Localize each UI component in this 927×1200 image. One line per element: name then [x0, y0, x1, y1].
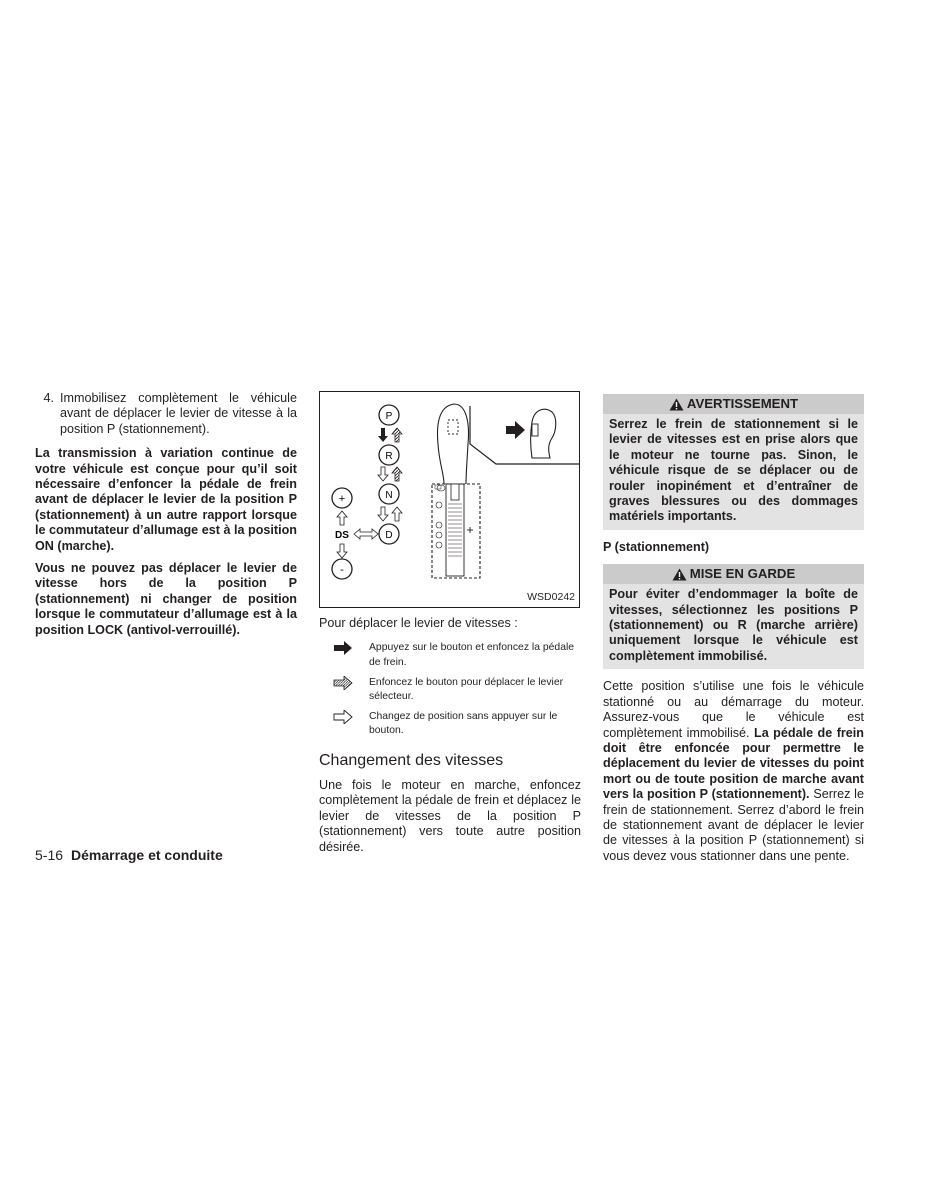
shift-lever-diagram: [320, 392, 579, 607]
hatched-up-arrow-icon: [392, 428, 402, 442]
hatched-up-arrow-icon: [392, 467, 402, 481]
solid-right-arrow-icon: [506, 421, 525, 439]
position-d-label: D: [385, 530, 393, 541]
outline-up-arrow-icon: [392, 507, 402, 521]
button-detail-illustration: [470, 406, 579, 464]
manual-plus-circle: [332, 488, 352, 508]
shift-knob-illustration: [432, 404, 480, 578]
solid-arrow-icon: [319, 641, 369, 657]
figure-caption: Pour déplacer le levier de vitesses :: [319, 616, 518, 630]
brake-requirement-paragraph: La transmission à variation continue de votre véhicule est conçue pour qu’il soit nécessaire d’enfoncer la pédale de frein avant de déplacer le levier de la position P (stationnement) à un autre rapport lorsque le commutateur d’allumage est à la position ON (marche).: [35, 446, 297, 553]
outline-down-arrow-icon: [337, 544, 347, 558]
lock-position-paragraph: Vous ne pouvez pas déplacer le levier de vitesse hors de la position P (stationnement) ni changer de position lorsque le commutateur d’allumage est à la position LOCK (antivol-verrouillé).: [35, 561, 297, 637]
park-paragraph-part1: Cette position s’utilise une fois le véhicule stationné ou au démarrage du moteur. Assurez-vous que le véhicule est complètement immobilisé.: [603, 679, 864, 740]
section-heading: Changement des vitesses: [319, 751, 504, 769]
warning-title: AVERTISSEMENT: [686, 396, 799, 411]
list-number: 4.: [43, 391, 54, 405]
position-r-label: R: [385, 451, 393, 462]
page-footer: [35, 846, 223, 864]
legend-text: Enfoncez le bouton pour déplacer le levier sélecteur.: [369, 676, 564, 703]
warning-header: [603, 394, 864, 414]
double-arrow-icon: [354, 529, 378, 539]
position-p-label: P: [385, 411, 393, 422]
caution-header: [603, 564, 864, 584]
position-r-circle: [379, 445, 399, 465]
caution-text: Pour éviter d’endommager la boîte de vitesses, sélectionnez les positions P (stationnement) ou R (marche arrière) uniquement lorsque le véhicule est complètement immobilisé.: [609, 587, 858, 663]
park-paragraph-bold: La pédale de frein doit être enfoncée pour permettre le déplacement du levier de vitesses du point mort ou de toute position de marche avant vers la position P (stationnement).: [603, 725, 864, 802]
legend-item: [319, 676, 581, 705]
legend-item: [319, 641, 581, 670]
position-n-circle: [379, 484, 399, 504]
position-d-circle: [379, 524, 399, 544]
left-column: [35, 391, 297, 645]
warning-box: [603, 394, 864, 530]
legend-text: Appuyez sur le bouton et enfoncez la pédale de frein.: [369, 642, 575, 668]
solid-down-arrow-icon: [378, 428, 388, 442]
outline-down-arrow-icon: [378, 507, 388, 521]
warning-text: Serrez le frein de stationnement si le levier de vitesses est en prise alors que le moteur ne tourne pas. Sinon, le véhicule risque de se déplacer ou de rouler inopinément et d’entraîner de graves blessures ou des dommages matériels importants.: [609, 417, 858, 524]
right-column: [603, 394, 864, 864]
middle-column: [319, 391, 581, 855]
minus-label: -: [340, 564, 344, 576]
legend-item: [319, 710, 581, 739]
caution-box: [603, 564, 864, 669]
chapter-title: Démarrage et conduite: [71, 847, 223, 863]
list-item: [35, 391, 297, 437]
outline-arrow-icon: [319, 710, 369, 726]
shift-lever-figure: [319, 391, 580, 608]
hatched-arrow-icon: [319, 676, 369, 692]
figure-code: WSD0242: [527, 590, 575, 603]
plus-label: +: [338, 493, 346, 505]
ds-label: DS: [335, 530, 349, 541]
warning-triangle-icon: [669, 398, 684, 411]
position-n-label: N: [385, 490, 393, 501]
caution-title: MISE EN GARDE: [689, 566, 796, 582]
shifting-paragraph: Une fois le moteur en marche, enfoncez complètement la pédale de frein et déplacez le levier de vitesses de la position P (stationnement) vers toute autre position désirée.: [319, 777, 581, 854]
page-number: 5-16: [35, 847, 64, 863]
park-section-title: P (stationnement): [603, 539, 710, 554]
outline-up-arrow-icon: [337, 511, 347, 525]
warning-triangle-icon: [672, 568, 687, 581]
park-paragraph-part2: Serrez le frein de stationnement. Serrez d’abord le frein de stationnement avant de déplacer le levier de vitesses à la position P (stationnement) si vous devez vous stationner dans une pente.: [603, 787, 864, 863]
list-text: Immobilisez complètement le véhicule avant de déplacer le levier de vitesse à la position P (stationnement).: [60, 391, 297, 436]
position-p-circle: [379, 405, 399, 425]
manual-minus-circle: [332, 559, 352, 579]
outline-down-arrow-icon: [378, 467, 388, 481]
park-paragraph: [603, 679, 864, 864]
legend-text: Changez de position sans appuyer sur le bouton.: [369, 710, 558, 737]
